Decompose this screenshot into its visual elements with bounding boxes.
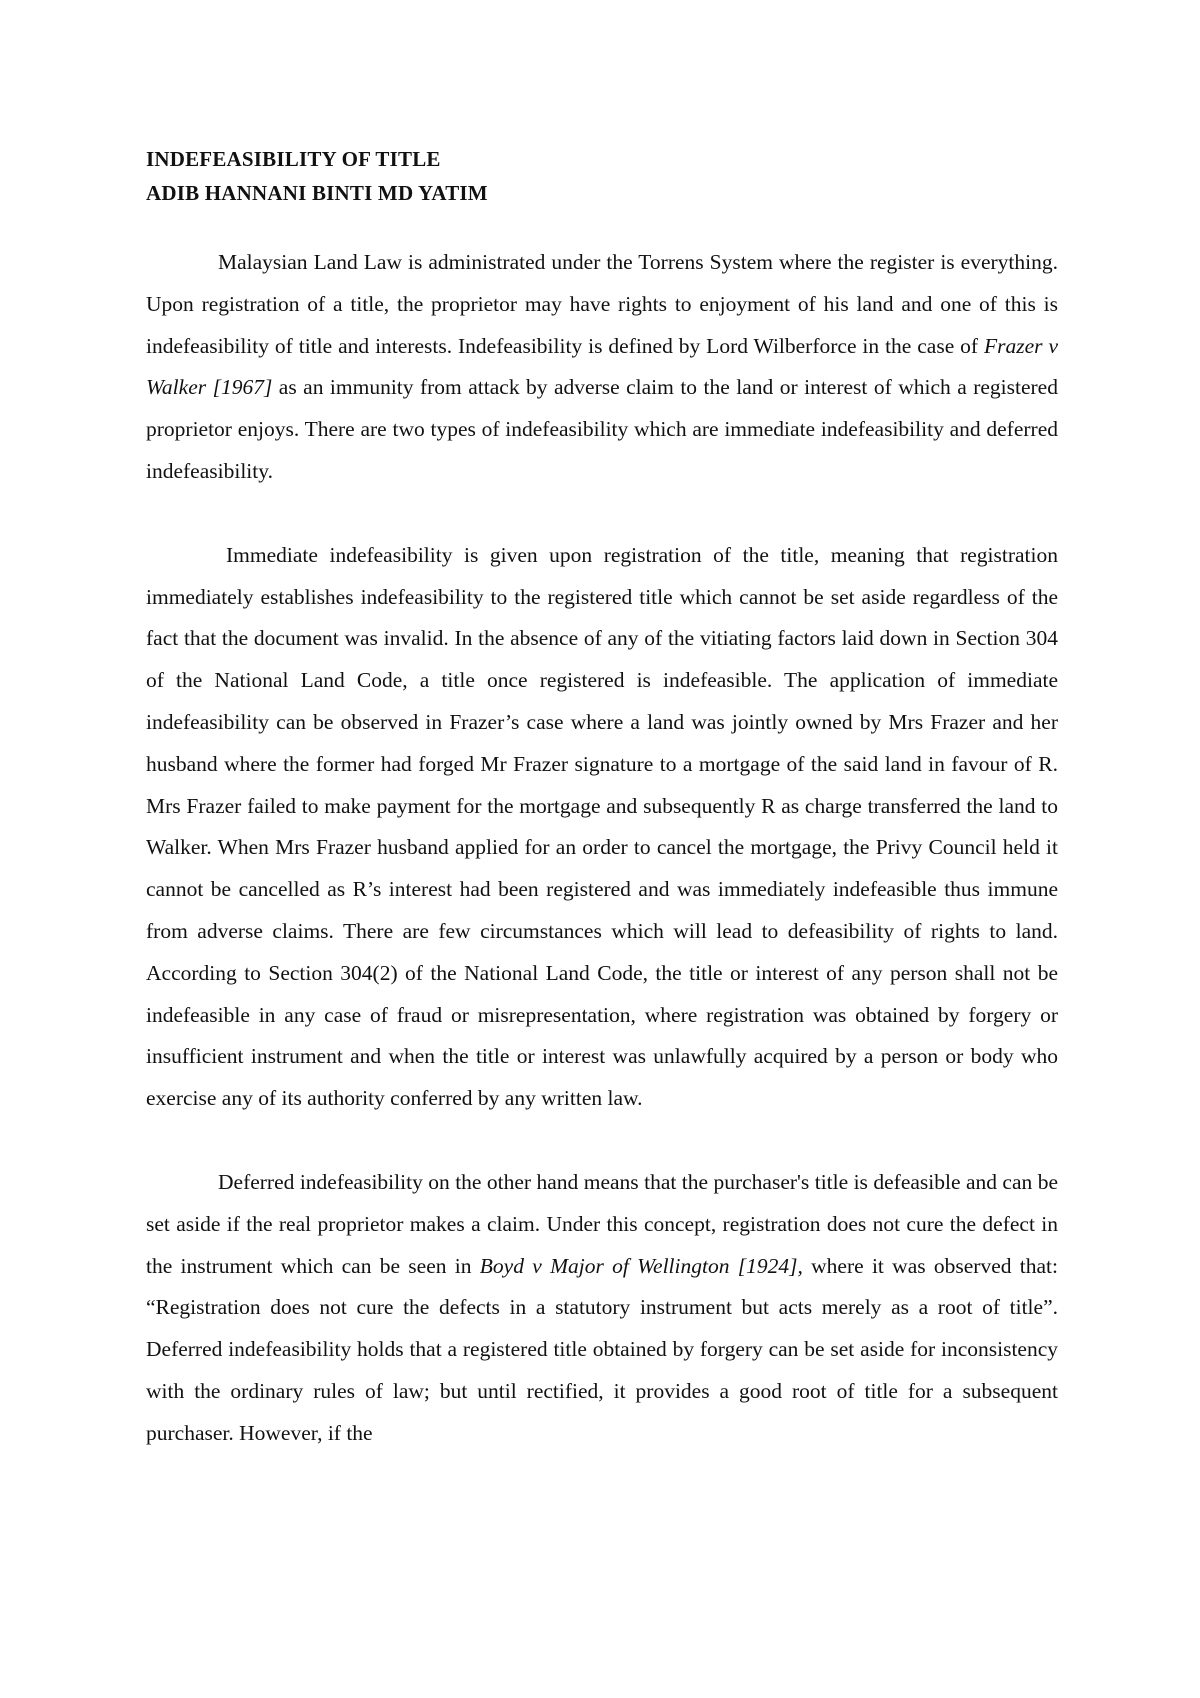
case-citation: Frazer v Walker [1967] [146,333,1058,400]
paragraph-intro [146,242,1058,493]
case-citation: Boyd v Major of Wellington [1924], [479,1253,803,1278]
paragraph-text: Immediate indefeasibility is given upon registration of the title, meaning that registration immediately establishes indefeasibility to the registered title which cannot be set aside regardless of the fact that the document was invalid. In the absence of any of the vitiating factors laid down in Section 304 of the National Land Code, a title once registered is indefeasible. The application of immediate indefeasibility can be observed in Frazer’s case where a land was jointly owned by Mrs Frazer and her husband where the former had forged Mr Frazer signature to a mortgage of the said land in favour of R. Mrs Frazer failed to make payment for the mortgage and subsequently R as charge transferred the land to Walker. When Mrs Frazer husband applied for an order to cancel the mortgage, the Privy Council held it cannot be cancelled as R’s interest had been registered and was immediately indefeasible thus immune from adverse claims. There are few circumstances which will lead to defeasibility of rights to land. According to Section 304(2) of the National Land Code, the title or interest of any person shall not be indefeasible in any case of fraud or misrepresentation, where registration was obtained by forgery or insufficient instrument and when the title or interest was unlawfully acquired by a person or body who exercise any of its authority conferred by any written law. [146,542,1058,1111]
paragraph-deferred-indefeasibility [146,1162,1058,1455]
paragraph-text: Deferred indefeasibility on the other hand means that the purchaser's title is defeasible and can be set aside if the real proprietor makes a claim. Under this concept, registration does not cure the defect in the instrument which can be seen in [146,1169,1058,1278]
paragraph-text: Malaysian Land Law is administrated under the Torrens System where the register is everything. Upon registration of a title, the proprietor may have rights to enjoyment of his land and one of this is indefeasibility of title and interests. Indefeasibility is defined by Lord Wilberforce in the case of [146,250,1058,358]
paragraph-text: where it was observed that: “Registration does not cure the defects in a statutory instrument but acts merely as a root of title”. Deferred indefeasibility holds that a registered title obtained by forgery can be set aside for inconsistency with the ordinary rules of law; but until rectified, it provides a good root of title for a subsequent purchaser. However, if the [146,1253,1059,1445]
document-body [146,142,1058,1455]
document-title: INDEFEASIBILITY OF TITLE [146,147,441,171]
paragraph-immediate-indefeasibility [146,535,1058,1120]
document-author: ADIB HANNANI BINTI MD YATIM [146,181,488,205]
paragraph-text: as an immunity from attack by adverse claim to the land or interest of which a registered proprietor enjoys. There are two types of indefeasibility which are immediate indefeasibility and deferred indefeasibility. [146,375,1058,483]
